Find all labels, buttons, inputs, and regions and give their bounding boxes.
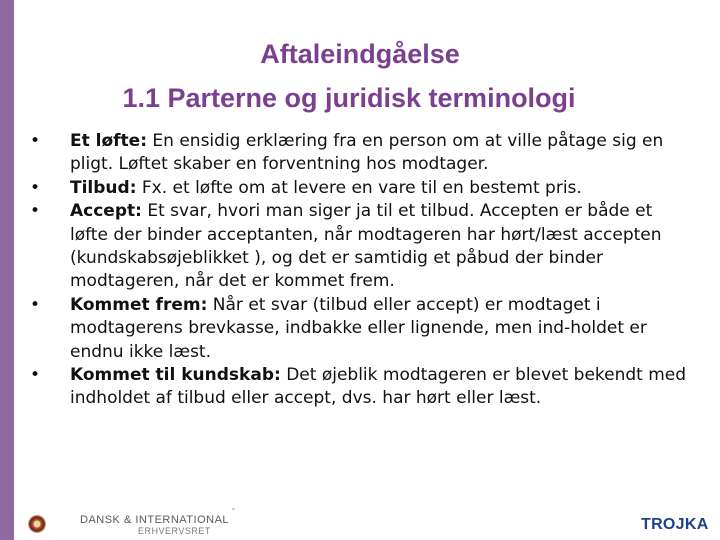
bullet-text: Det øjeblik modtageren er blevet bekendt med indholdet af tilbud eller accept, dvs. har hørt eller læst. bbox=[70, 365, 687, 409]
bullet-term: Tilbud: bbox=[70, 177, 137, 198]
bullet-text: Fx. et løfte om at levere en vare til en bestemt pris. bbox=[136, 177, 582, 198]
footer-divider bbox=[232, 508, 235, 510]
footer-logo-left-line1: DANSK & INTERNATIONAL bbox=[80, 514, 230, 526]
bullet-term: Et løfte: bbox=[70, 131, 148, 151]
bullet-item bbox=[30, 130, 695, 177]
bullet-dot-icon: • bbox=[30, 201, 41, 222]
footer-logo-left-line2: ERHVERVSRET bbox=[138, 526, 211, 536]
slide-title-line2: 1.1 Parterne og juridisk terminologi bbox=[122, 83, 576, 113]
bullet-text: Når et svar (tilbud eller accept) er modtaget i modtagerens brevkasse, indbakke eller lignende, men ind-holdet er endnu ikke læst. bbox=[70, 294, 647, 362]
bullet-dot-icon: • bbox=[30, 131, 41, 151]
seal-emblem-icon bbox=[29, 516, 45, 532]
bullet-dot-icon: • bbox=[30, 365, 41, 386]
bullet-text: En ensidig erklæring fra en person om at ville påtage sig en pligt. Løftet skaber en forventning hos modtager. bbox=[70, 131, 664, 175]
bullet-item bbox=[30, 177, 695, 200]
bullet-text: Et svar, hvori man siger ja til et tilbud. Accepten er både et løfte der binder acceptanten, når modtageren har hørt/læst accepten (kundskabsøjeblikket ), og det er samtidig et påbud der binder modtageren, når det er kommet frem. bbox=[70, 201, 662, 292]
bullet-item bbox=[30, 294, 695, 364]
footer-logo-right: TROJKA bbox=[641, 516, 709, 533]
footer-logo-left bbox=[80, 515, 229, 537]
bullet-dot-icon: • bbox=[30, 294, 41, 315]
bullet-term: Kommet til kundskab: bbox=[70, 365, 281, 386]
bullet-term: Accept: bbox=[70, 201, 142, 222]
slide-title-line1: Aftaleindgåelse bbox=[260, 39, 460, 69]
bullet-item bbox=[30, 200, 695, 294]
bullet-dot-icon: • bbox=[30, 177, 41, 198]
bullet-list bbox=[30, 130, 695, 411]
bullet-term: Kommet frem: bbox=[70, 294, 208, 315]
left-accent-band bbox=[0, 0, 14, 540]
slide-title bbox=[40, 32, 680, 120]
bullet-item bbox=[30, 364, 695, 411]
